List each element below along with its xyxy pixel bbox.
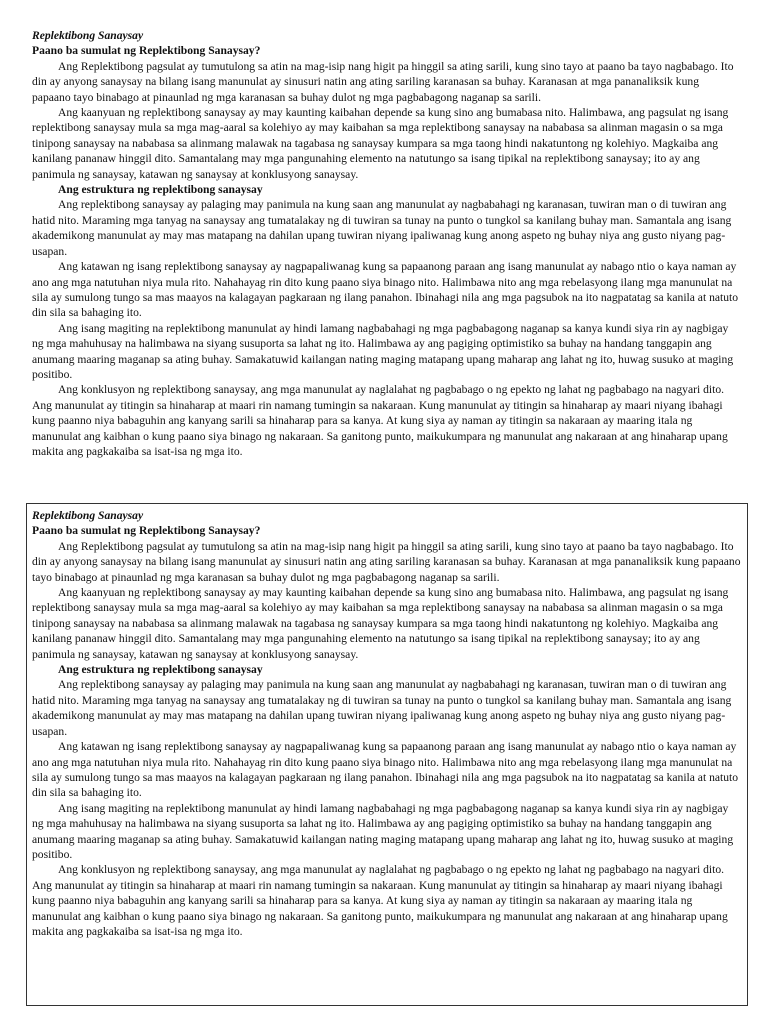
section-heading: Ang estruktura ng replektibong sanaysay <box>58 183 263 197</box>
paragraph: Ang replektibong sanaysay ay palaging may panimula na kung saan ang manunulat ay nagbabahagi ng karanasan, tuwiran man o di tuwiran ang hatid nito. Maraming mga tanyag na sanaysay ang tumatalakay ng di tuwiran sa tunay na punto o tungkol sa kanilang buhay man. Samantala ang isang akademikong manunulat ay may mas matapang na dahilan upang tuwiran niyang ipaliwanag kung anong aspeto ng buhay niya ang gusto niyang pag-usapan. <box>32 678 732 738</box>
essay-document <box>32 28 740 459</box>
paragraph: Ang kaanyuan ng replektibong sanaysay ay may kaunting kaibahan depende sa kung sino ang bumabasa nito. Halimbawa, ang pagsulat ng isang replektibong sanaysay mula sa mga mag-aaral sa kolehiyo ay may kaibahan sa mga replektibong sanaysay na nababasa sa alinman magasin o sa mga tinipong sanaysay na nababasa sa alinmang malawak na tagabasa ng sanaysay kumpara sa mga taong hindi nakatuntong ng kolehiyo. Magkaiba ang kanilang pananaw hinggil dito. Samantalang may mga pangunahing elemento na natutungo sa isang tipikal na replektibong sanaysay; ito ay ang panimula ng sanaysay, katawan ng sanaysay at konklusyong sanaysay. <box>32 106 729 181</box>
essay-title: Paano ba sumulat ng Replektibong Sanaysay? <box>32 44 261 58</box>
paragraph: Ang katawan ng isang replektibong sanaysay ay nagpapaliwanag kung sa papaanong paraan ang isang manunulat ay nabago ntio o kaya naman ay ano ang mga natutuhan niya mula rito. Nahahayag rin dito kung paano siya binago nito. Halimbawa nito ang mga rebelasyong ilang mga manunulat na sila ay sumulong tungo sa mas maayos na kalagayan pagkaraan ng ilang panahon. Ibinahagi nila ang mga pagsubok na ito nagpatatag sa kanila at natuto din sila sa bahaging ito. <box>32 740 739 800</box>
essay-kind: Replektibong Sanaysay <box>32 509 144 522</box>
essay-document-boxed <box>26 503 748 1006</box>
paragraph: Ang konklusyon ng replektibong sanaysay, ang mga manunulat ay naglalahat ng pagbabago o ng epekto ng lahat ng pagbabago na nagyari dito. Ang manunulat ay titingin sa hinaharap at maari rin namang tumingin sa nakaraan. Kung manunulat ay titingin sa hinaharap ay maari niyang ibahagi kung paanno niya babaguhin ang kanyang sarili sa hinaharap para sa kanya. At kung siya ay naman ay titingin sa nakaraan ay maaring itala ng manunulat ang kaibhan o kung paano siya binago ng nakaraan. Sa ganitong punto, maikukumpara ng manunulat ang nakaraan at ang hinaharap upang makita ang pagkakaiba sa isat-isa ng mga ito. <box>32 383 728 458</box>
paragraph: Ang konklusyon ng replektibong sanaysay, ang mga manunulat ay naglalahat ng pagbabago o ng epekto ng lahat ng pagbabago na nagyari dito. Ang manunulat ay titingin sa hinaharap at maari rin namang tumingin sa nakaraan. Kung manunulat ay titingin sa hinaharap ay maari niyang ibahagi kung paanno niya babaguhin ang kanyang sarili sa hinaharap para sa kanya. At kung siya ay naman ay titingin sa nakaraan ay maaring itala ng manunulat ang kaibhan o kung paano siya binago ng nakaraan. Sa ganitong punto, maikukumpara ng manunulat ang nakaraan at ang hinaharap upang makita ang pagkakaiba sa isat-isa ng mga ito. <box>32 863 728 938</box>
paragraph: Ang kaanyuan ng replektibong sanaysay ay may kaunting kaibahan depende sa kung sino ang bumabasa nito. Halimbawa, ang pagsulat ng isang replektibong sanaysay mula sa mga mag-aaral sa kolehiyo ay may kaibahan sa mga replektibong sanaysay na nababasa sa alinman magasin o sa mga tinipong sanaysay na nababasa sa alinmang malawak na tagabasa ng sanaysay kumpara sa mga taong hindi nakatuntong ng kolehiyo. Magkaiba ang kanilang pananaw hinggil dito. Samantalang may mga pangunahing elemento na natutungo sa isang tipikal na replektibong sanaysay; ito ay ang panimula ng sanaysay, katawan ng sanaysay at konklusyong sanaysay. <box>32 586 729 661</box>
section-heading: Ang estruktura ng replektibong sanaysay <box>58 663 263 677</box>
paragraph: Ang katawan ng isang replektibong sanaysay ay nagpapaliwanag kung sa papaanong paraan ang isang manunulat ay nabago ntio o kaya naman ay ano ang mga natutuhan niya mula rito. Nahahayag rin dito kung paano siya binago nito. Halimbawa nito ang mga rebelasyong ilang mga manunulat na sila ay sumulong tungo sa mas maayos na kalagayan pagkaraan ng ilang panahon. Ibinahagi nila ang mga pagsubok na ito nagpatatag sa kanila at natuto din sila sa bahaging ito. <box>32 260 739 320</box>
paragraph: Ang Replektibong pagsulat ay tumutulong sa atin na mag-isip nang higit pa hinggil sa ating sarili, kung sino tayo at paano ba tayo nagbabago. Ito din ay anyong sanaysay na bilang isang manunulat ay sinusuri natin ang ating sariling karanasan sa buhay. Karanasan at mga pananaliksik kung papaano tayo binabago at pinaunlad ng mga karanasan sa buhay dulot ng mga pagbabagong naganap sa sarili. <box>32 59 734 104</box>
paragraph: Ang Replektibong pagsulat ay tumutulong sa atin na mag-isip nang higit pa hinggil sa ating sarili, kung sino tayo at paano ba tayo nagbabago. Ito din ay anyong sanaysay na bilang isang manunulat ay sinusuri natin ang ating sariling karanasan sa buhay. Karanasan at mga pananaliksik kung papaano tayo binabago at pinaunlad ng mga karanasan sa buhay dulot ng mga pagbabagong naganap sa sarili. <box>32 539 741 584</box>
essay-title: Paano ba sumulat ng Replektibong Sanaysay? <box>32 524 261 538</box>
paragraph: Ang isang magiting na replektibong manunulat ay hindi lamang nagbabahagi ng mga pagbabagong naganap sa kanya kundi siya rin ay nagbigay ng mga mahuhusay na halimbawa na siyang susuporta sa lahat ng ito. Halimbawa ay ang pagiging optimistiko sa buhay na handang tanggapin ang anumang maaring maganap sa ating buhay. Samakatuwid kailangan nating maging matapang upang maharap ang lahat ng ito, huwag susuko at maging positibo. <box>32 321 734 381</box>
paragraph: Ang replektibong sanaysay ay palaging may panimula na kung saan ang manunulat ay nagbabahagi ng karanasan, tuwiran man o di tuwiran ang hatid nito. Maraming mga tanyag na sanaysay ang tumatalakay ng di tuwiran sa tunay na punto o tungkol sa kanilang buhay man. Samantala ang isang akademikong manunulat ay may mas matapang na dahilan upang tuwiran niyang ipaliwanag kung anong aspeto ng buhay niya ang gusto niyang pag-usapan. <box>32 198 732 258</box>
paragraph: Ang isang magiting na replektibong manunulat ay hindi lamang nagbabahagi ng mga pagbabagong naganap sa kanya kundi siya rin ay nagbigay ng mga mahuhusay na halimbawa na siyang susuporta sa lahat ng ito. Halimbawa ay ang pagiging optimistiko sa buhay na handang tanggapin ang anumang maaring maganap sa ating buhay. Samakatuwid kailangan nating maging matapang upang maharap ang lahat ng ito, huwag susuko at maging positibo. <box>32 801 734 861</box>
essay-kind: Replektibong Sanaysay <box>32 29 144 42</box>
